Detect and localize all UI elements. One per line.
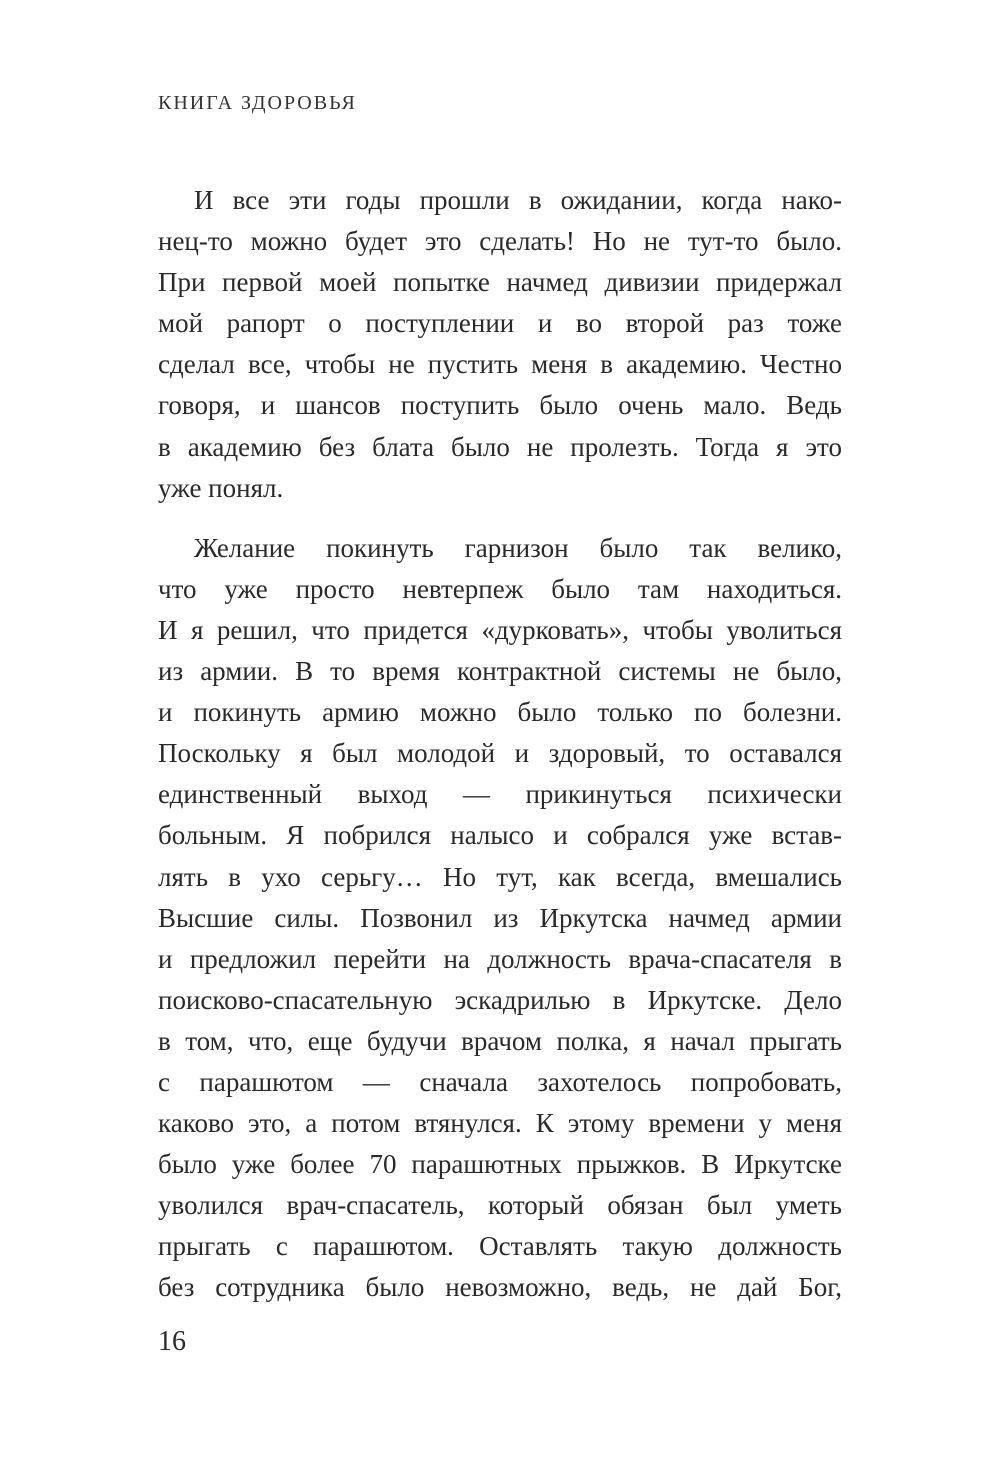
paragraph-spacer [158, 509, 842, 528]
text-line: из армии. В то время контрактной системы не было, [158, 656, 842, 687]
text-line: Желание покинуть гарнизон было так велико, [194, 532, 842, 563]
text-line: При первой моей попытке начмед дивизии придержал [158, 267, 842, 298]
text-line: прыгать с парашютом. Оставлять такую должность [158, 1231, 842, 1262]
text-line: больным. Я побрился налысо и собрался уже встав- [158, 820, 842, 851]
text-line: каково это, а потом втянулся. К этому времени у меня [158, 1108, 842, 1139]
text-line: было уже более 70 парашютных прыжков. В Иркутске [158, 1149, 842, 1180]
text-line: и предложил перейти на должность врача-спасателя в [158, 943, 842, 974]
paragraph-2 [158, 528, 842, 1309]
text-line: уволился врач-спасатель, который обязан был уметь [158, 1190, 842, 1221]
text-line: Поскольку я был молодой и здоровый, то оставался [158, 738, 842, 769]
text-line: мой рапорт о поступлении и во второй раз тоже [158, 308, 842, 339]
text-line: что уже просто невтерпеж было там находиться. [158, 573, 842, 604]
text-line: в академию без блата было не пролезть. Тогда я это [158, 431, 842, 462]
body-text [158, 180, 842, 1309]
running-head: КНИГА ЗДОРОВЬЯ [158, 92, 357, 114]
text-line: нец-то можно будет это сделать! Но не тут-то было. [158, 226, 842, 257]
text-line: лять в ухо серьгу… Но тут, как всегда, вмешались [158, 861, 842, 892]
text-line: И я решил, что придется «дурковать», чтобы уволиться [158, 614, 842, 645]
paragraph-1 [158, 180, 842, 509]
text-line: в том, что, еще будучи врачом полка, я начал прыгать [158, 1025, 842, 1056]
text-line: уже понял. [158, 472, 284, 503]
text-line: без сотрудника было невозможно, ведь, не дай Бог, [158, 1272, 842, 1303]
text-line: Высшие силы. Позвонил из Иркутска начмед армии [158, 902, 842, 933]
text-line: поисково-спасательную эскадрилью в Иркутске. Дело [158, 984, 842, 1015]
text-line: говоря, и шансов поступить было очень мало. Ведь [158, 390, 842, 421]
text-line: сделал все, чтобы не пустить меня в академию. Честно [158, 349, 842, 380]
page-number: 16 [158, 1326, 186, 1357]
text-line: И все эти годы прошли в ожидании, когда нако- [194, 185, 842, 215]
text-line: и покинуть армию можно было только по болезни. [158, 697, 842, 728]
text-line: единственный выход — прикинуться психически [158, 779, 842, 810]
text-line: с парашютом — сначала захотелось попробовать, [158, 1066, 842, 1097]
